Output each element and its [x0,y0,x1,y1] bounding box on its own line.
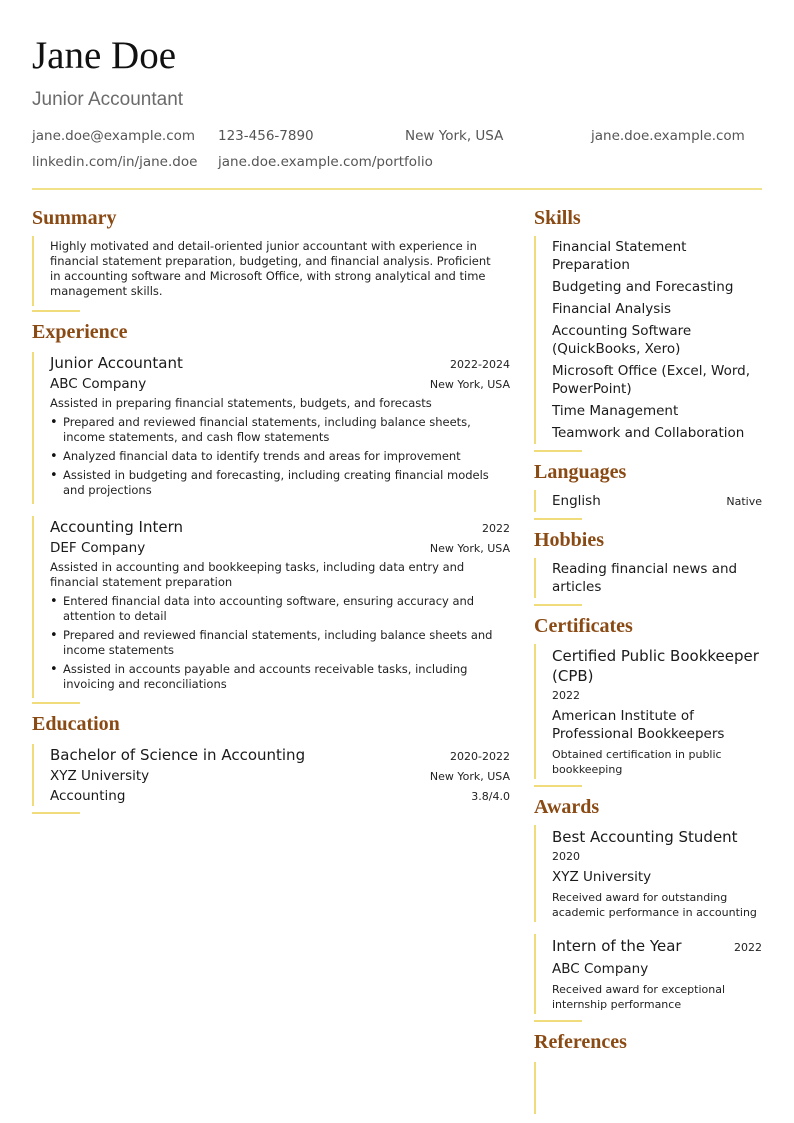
skill-item: Budgeting and Forecasting [552,279,734,295]
section-divider [534,785,582,787]
section-divider [534,450,582,452]
award-header [552,936,762,956]
references-heading: References [534,1031,627,1053]
certificate-description: Obtained certification in public bookkeeping [552,748,722,776]
education-meta [50,768,510,784]
award-issuer: ABC Company [552,961,649,977]
award-description: Received award for outstanding academic performance in accounting [552,891,757,919]
skills-section [534,204,762,452]
job-bullets [50,594,510,692]
skills-heading: Skills [534,207,581,229]
job-bullet: • Assisted in budgeting and forecasting, including creating financial models and projections [50,468,510,498]
education-section [32,710,510,814]
award-entry [534,825,762,922]
languages-list [534,490,762,512]
candidate-title: Junior Accountant [32,89,184,110]
hobbies-heading: Hobbies [534,529,605,551]
language-name: English [552,493,601,509]
job-header [50,518,510,536]
section-divider [534,1020,582,1022]
education-header [50,746,510,764]
award-entry [534,934,762,1014]
job-date: 2022 [482,522,510,535]
education-date: 2020-2022 [450,750,510,763]
certificate-date: 2022 [552,689,580,702]
section-divider [32,812,80,814]
languages-heading: Languages [534,461,627,483]
job-entry [32,516,510,698]
contact-location: New York, USA [405,128,504,144]
award-date: 2022 [734,941,762,954]
award-description: Received award for exceptional internship performance [552,983,726,1011]
languages-section [534,458,762,520]
award-name: Best Accounting Student [552,828,738,846]
section-divider [534,518,582,520]
contact-linkedin[interactable]: linkedin.com/in/jane.doe [32,154,198,170]
skills-list [534,236,762,444]
education-school: XYZ University [50,768,150,784]
job-date: 2022-2024 [450,358,510,371]
job-bullet: • Prepared and reviewed financial statements, including balance sheets, income statements, and cash flow statements [50,415,510,445]
education-degree: Bachelor of Science in Accounting [50,746,306,764]
experience-section [32,318,510,704]
skill-item: Financial Statement Preparation [552,239,687,273]
job-company: DEF Company [50,540,146,556]
summary-text: Highly motivated and detail-oriented junior accountant with experience in financial statement preparation, budgeting, and financial analysis. Proficient in accounting software and Microsoft Office, with strong analytical and time management skills. [50,239,491,298]
certificate-entry [534,644,762,779]
experience-heading: Experience [32,321,128,343]
contact-phone[interactable]: 123-456-7890 [218,128,314,144]
summary-section [32,204,510,312]
contact-list [32,128,762,178]
language-level: Native [726,495,762,508]
contact-email[interactable]: jane.doe@example.com [32,128,196,144]
hobbies-section [534,526,762,606]
certificate-name: Certified Public Bookkeeper (CPB) [552,647,759,685]
contact-website[interactable]: jane.doe.example.com [591,128,745,144]
language-item [552,492,762,510]
education-heading: Education [32,713,120,735]
header-divider [32,188,762,190]
skill-item: Time Management [552,403,679,419]
awards-heading: Awards [534,796,600,818]
job-company: ABC Company [50,376,147,392]
skill-item: Financial Analysis [552,301,672,317]
job-meta [50,376,510,392]
award-date: 2020 [552,850,580,863]
job-location: New York, USA [429,542,510,555]
awards-section [534,793,762,1022]
resume-header [32,34,762,170]
award-name: Intern of the Year [552,937,682,955]
education-field: Accounting [50,788,126,804]
job-bullets [50,415,510,498]
job-bullet: • Prepared and reviewed financial statements, including balance sheets and income statements [50,628,510,658]
summary-heading: Summary [32,207,117,229]
education-entry [32,744,510,806]
job-title: Junior Accountant [50,354,183,372]
right-column [534,204,762,1114]
job-header [50,354,510,372]
job-entry [32,352,510,504]
job-location: New York, USA [429,378,510,391]
job-bullet: • Assisted in accounts payable and accounts receivable tasks, including invoicing and reconciliations [50,662,510,692]
education-detail [50,788,510,804]
education-location: New York, USA [429,770,510,783]
job-title: Accounting Intern [50,518,183,536]
hobbies-list [534,558,762,598]
summary-body [32,236,510,306]
award-issuer: XYZ University [552,869,652,885]
job-description: Assisted in accounting and bookkeeping tasks, including data entry and financial statement preparation [50,560,465,589]
section-divider [534,604,582,606]
section-divider [32,702,80,704]
skill-item: Microsoft Office (Excel, Word, PowerPoint) [552,363,751,397]
skill-item: Teamwork and Collaboration [552,425,745,441]
references-body [534,1062,762,1114]
skill-item: Accounting Software (QuickBooks, Xero) [552,323,692,357]
certificate-issuer: American Institute of Professional Bookkeepers [552,708,725,742]
left-column [32,204,510,814]
job-description: Assisted in preparing financial statements, budgets, and forecasts [50,396,432,410]
education-gpa: 3.8/4.0 [471,790,510,803]
job-bullet: • Entered financial data into accounting software, ensuring accuracy and attention to detail [50,594,510,624]
job-bullet: • Analyzed financial data to identify trends and areas for improvement [50,449,510,464]
contact-portfolio[interactable]: jane.doe.example.com/portfolio [218,154,433,170]
candidate-name: Jane Doe [32,34,177,77]
references-section [534,1028,762,1114]
section-divider [32,310,80,312]
job-meta [50,540,510,556]
certificates-section [534,612,762,787]
hobby-item: Reading financial news and articles [552,561,738,595]
certificates-heading: Certificates [534,615,633,637]
